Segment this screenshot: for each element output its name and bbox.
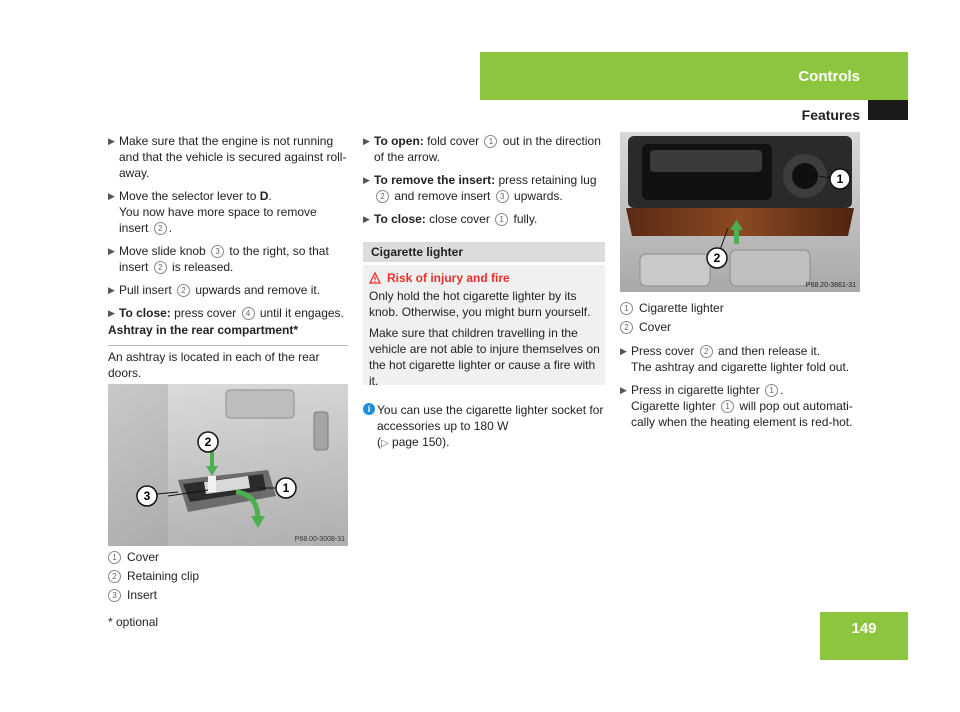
instruction-item [363, 133, 605, 165]
instruction-segment: Press in cigarette lighter [631, 383, 764, 397]
instruction-segment: The ashtray and cigarette lighter fold out. [631, 360, 850, 374]
info-icon: i [363, 403, 375, 415]
section-heading-cigarette-lighter: Cigarette lighter [363, 242, 605, 262]
bullet-arrow-icon: ▶ [363, 175, 370, 185]
legend-label: Cover [127, 550, 160, 564]
instruction-text: Make sure that the engine is not running and that the vehicle is secured against roll-away. [119, 134, 347, 180]
ref-number: 2 [154, 261, 167, 274]
instruction-emphasis: To close: [119, 306, 171, 320]
legend-item [108, 567, 348, 586]
info-note [363, 402, 605, 452]
svg-text:1: 1 [282, 481, 290, 495]
legend-number: 3 [108, 589, 121, 602]
bullet-arrow-icon: ▶ [108, 285, 115, 295]
ref-number: 4 [242, 307, 255, 320]
instruction-emphasis: D [259, 189, 269, 203]
legend-number: 2 [108, 570, 121, 583]
bullet-arrow-icon: ▶ [108, 308, 115, 318]
instruction-segment: out in the direction of the arrow. [374, 134, 601, 164]
ref-number: 2 [154, 222, 167, 235]
instruction-emphasis: To open: [374, 134, 424, 148]
instruction-segment: press cover [170, 306, 240, 320]
page-ref-arrow-icon: ▷ [381, 438, 389, 449]
svg-text:2: 2 [713, 251, 721, 265]
svg-text:2: 2 [204, 435, 212, 449]
svg-text:3: 3 [143, 489, 151, 503]
instruction-item [363, 211, 605, 227]
instruction-text [374, 172, 605, 204]
column-2 [363, 133, 605, 234]
legend-label: Cigarette lighter [639, 301, 724, 315]
page-ref-open: ( [377, 435, 381, 449]
warning-box [363, 265, 605, 388]
section-heading-ashtray: Ashtray in the rear compartment* [108, 323, 348, 346]
subsection-title: Features [801, 107, 860, 123]
instruction-item [108, 305, 348, 321]
instruction-item [108, 282, 348, 298]
page-reference[interactable] [377, 435, 449, 449]
rear-ashtray-photo [108, 384, 348, 546]
warning-paragraph: Make sure that children travelling in the vehicle are not able to injure themselves on the hot cigarette lighter or cause a fire with it. [369, 326, 600, 388]
instruction-text [631, 382, 860, 430]
bullet-arrow-icon: ▶ [363, 214, 370, 224]
header-marker [868, 100, 908, 120]
instruction-segment: fold cover [423, 134, 483, 148]
instruction-segment: will pop out automati-cally when the heating element is red-hot. [631, 399, 853, 429]
legend-number: 1 [108, 551, 121, 564]
instruction-text [119, 188, 348, 236]
instruction-segment: and remove insert [391, 189, 494, 203]
legend-label: Cover [639, 320, 672, 334]
legend-item [620, 299, 860, 318]
instruction-emphasis: To remove the insert: [374, 173, 496, 187]
instruction-segment: press retaining lug [495, 173, 597, 187]
ref-number: 2 [700, 345, 713, 358]
page-number: 149 [820, 612, 908, 660]
legend-number: 2 [620, 321, 633, 334]
photo-code: P68.20-3861-31 [805, 282, 856, 289]
footnote: * optional [108, 615, 159, 629]
instruction-segment: Press cover [631, 344, 698, 358]
legend-label: Insert [127, 588, 158, 602]
legend-label: Retaining clip [127, 569, 200, 583]
ref-number: 3 [211, 245, 224, 258]
instruction-segment: close cover [425, 212, 494, 226]
instruction-segment: Cigarette lighter [631, 399, 720, 413]
ref-number: 1 [484, 135, 497, 148]
ref-number: 1 [495, 213, 508, 226]
instruction-item [620, 343, 860, 375]
photo-code: P68.00-3008-31 [294, 536, 345, 543]
ref-number: 2 [376, 190, 389, 203]
info-line: You can use the cigarette lighter socket for accessories up to 180 W [377, 403, 604, 433]
instruction-segment: Move the selector lever to [119, 189, 260, 203]
instruction-item [620, 382, 860, 430]
bullet-arrow-icon: ▶ [620, 385, 627, 395]
warning-title [369, 270, 601, 286]
instruction-text [631, 343, 860, 375]
bullet-arrow-icon: ▶ [620, 346, 627, 356]
column-3 [620, 299, 860, 437]
instruction-item [108, 243, 348, 275]
instruction-segment: is released. [168, 260, 234, 274]
instruction-segment: You now have more space to remove insert [119, 205, 317, 235]
instruction-segment: fully. [510, 212, 538, 226]
instruction-item [363, 172, 605, 204]
column-1 [108, 133, 348, 328]
legend-number: 1 [620, 302, 633, 315]
instruction-item [108, 133, 348, 181]
ref-number: 3 [496, 190, 509, 203]
instruction-text [119, 282, 348, 298]
bullet-arrow-icon: ▶ [363, 136, 370, 146]
instruction-segment: to the right, so that insert [119, 244, 329, 274]
svg-text:1: 1 [836, 172, 844, 186]
instruction-text [374, 211, 605, 227]
bullet-arrow-icon: ▶ [108, 191, 115, 201]
cigarette-lighter-photo [620, 132, 860, 292]
instruction-segment: Move slide knob [119, 244, 210, 258]
legend-item [108, 586, 348, 605]
instruction-segment: Pull insert [119, 283, 176, 297]
instruction-text [119, 305, 348, 321]
instruction-segment: . [780, 383, 784, 397]
ref-number: 1 [765, 384, 778, 397]
instruction-segment: . [168, 221, 173, 235]
instruction-segment: until it engages. [256, 306, 344, 320]
instruction-segment: and then release it. [714, 344, 821, 358]
legend-item [108, 548, 348, 567]
page-ref-text: page 150). [388, 435, 450, 449]
ref-number: 1 [721, 400, 734, 413]
instruction-text [374, 133, 605, 165]
photo-legend [620, 299, 860, 337]
warning-triangle-icon [369, 272, 381, 284]
bullet-arrow-icon: ▶ [108, 246, 115, 256]
info-text [363, 402, 605, 452]
instruction-segment: . [268, 189, 272, 203]
legend-item [620, 318, 860, 337]
section-tab [480, 52, 908, 100]
instruction-item [108, 188, 348, 236]
warning-title-text: Risk of injury and fire [387, 271, 510, 285]
instruction-text [119, 243, 348, 275]
section-tab-label: Controls [798, 67, 860, 85]
instruction-segment: upwards. [510, 189, 563, 203]
instruction-segment: upwards and remove it. [192, 283, 321, 297]
ashtray-intro-text: An ashtray is located in each of the rear doors. [108, 350, 320, 380]
ref-number: 2 [177, 284, 190, 297]
bullet-arrow-icon: ▶ [108, 136, 115, 146]
photo-legend [108, 548, 348, 605]
warning-paragraph: Only hold the hot cigarette lighter by its knob. Otherwise, you might burn yourself. [369, 289, 591, 319]
instruction-emphasis: To close: [374, 212, 426, 226]
